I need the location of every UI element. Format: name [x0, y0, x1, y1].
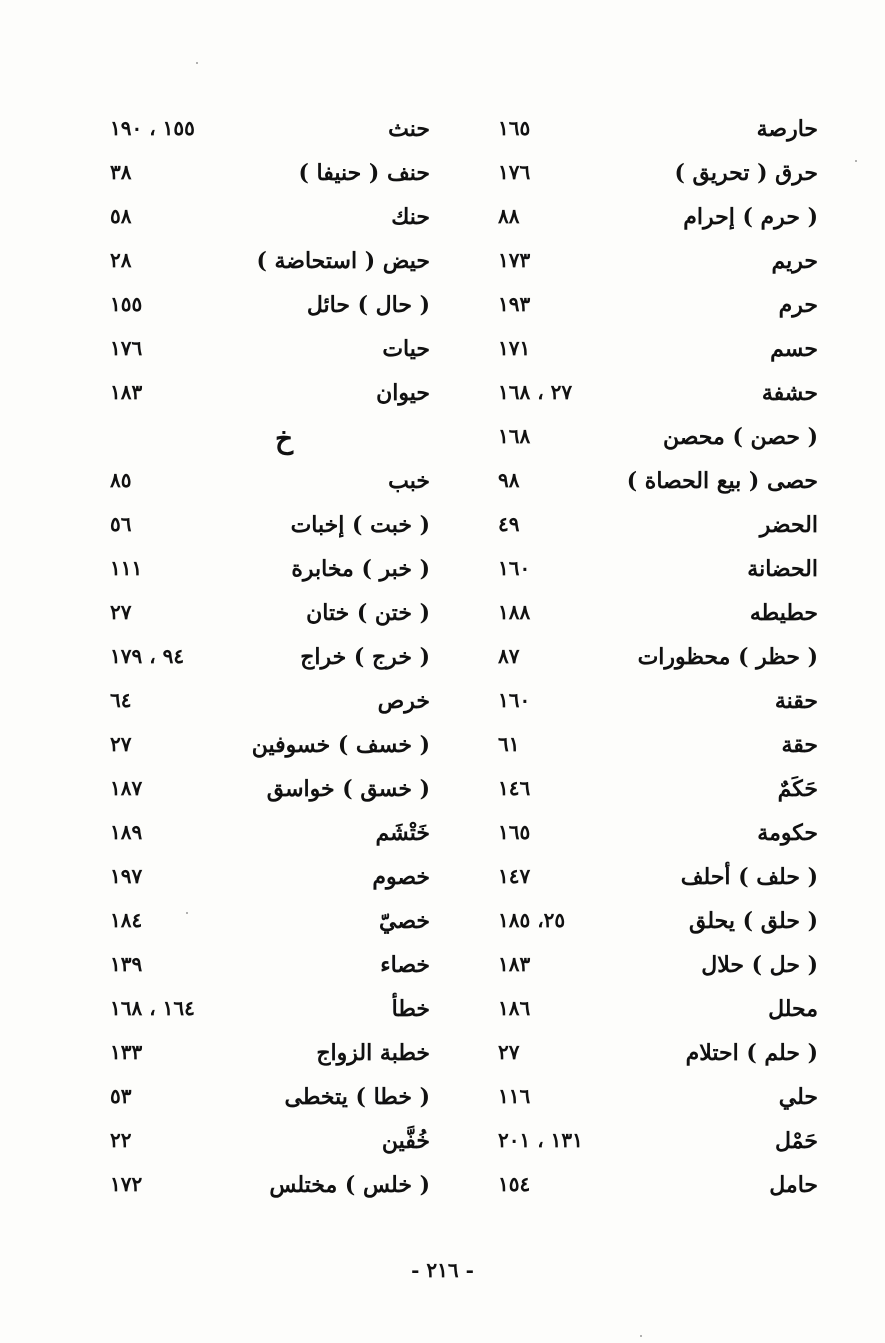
- index-page-refs: ٨٨: [498, 204, 520, 228]
- index-term: ( خسف ) خسوفين: [251, 732, 430, 758]
- index-page-refs: ١٤٧: [498, 864, 531, 888]
- index-term: ( خلس ) مختلس: [269, 1172, 430, 1198]
- index-page-refs: ٢٢: [110, 1128, 132, 1152]
- index-term: خُفَّين: [381, 1128, 430, 1154]
- paper-speck: [855, 160, 857, 162]
- index-entry: [498, 242, 818, 286]
- index-page-refs: ١٣١ ، ٢٠١: [498, 1128, 583, 1152]
- index-page-refs: ١٧٣: [498, 248, 531, 272]
- index-page-refs: ١٥٤: [498, 1172, 531, 1196]
- index-entry: [498, 506, 818, 550]
- index-term: حَكَمٌ: [777, 776, 818, 802]
- index-page-refs: ٥٨: [110, 204, 132, 228]
- index-page-refs: ١١١: [110, 556, 143, 580]
- index-entry: [110, 1078, 430, 1122]
- index-column-left: [110, 110, 430, 1210]
- index-term: حشفة: [761, 380, 818, 406]
- index-entry: [110, 462, 430, 506]
- index-term: حقنة: [774, 688, 818, 714]
- index-page-refs: ١٣٣: [110, 1040, 143, 1064]
- index-term: حرق ( تحريق ): [674, 160, 818, 186]
- index-entry: [498, 550, 818, 594]
- index-term: حكومة: [757, 820, 818, 846]
- index-term: حصى ( بيع الحصاة ): [626, 468, 818, 494]
- index-page-refs: ١٧٢: [110, 1172, 143, 1196]
- index-page-refs: ١٦٥: [498, 820, 531, 844]
- index-page-refs: ٢٧: [110, 732, 132, 756]
- index-page-refs: ١٦٨: [498, 424, 531, 448]
- index-entry: [498, 462, 818, 506]
- index-term: حيض ( استحاضة ): [256, 248, 430, 274]
- index-entry: [498, 110, 818, 154]
- index-entry: [110, 770, 430, 814]
- index-page-refs: ٨٥: [110, 468, 132, 492]
- index-entry: [498, 594, 818, 638]
- index-entry: [498, 198, 818, 242]
- index-page-refs: ٣٨: [110, 160, 132, 184]
- index-entry: [110, 902, 430, 946]
- index-term: حنك: [391, 204, 430, 230]
- index-term: حامل: [769, 1172, 818, 1198]
- index-page-refs: ١٦٤ ، ١٦٨: [110, 996, 195, 1020]
- index-page-refs: ٢٨: [110, 248, 132, 272]
- index-term: حارصة: [756, 116, 818, 142]
- paper-speck: [196, 62, 198, 64]
- index-entry: [110, 286, 430, 330]
- index-entry: [110, 1034, 430, 1078]
- index-entry: [498, 418, 818, 462]
- index-entry: [110, 1122, 430, 1166]
- index-term: ( حرم ) إحرام: [683, 204, 818, 230]
- index-entry: [498, 682, 818, 726]
- index-term: ( حصن ) محصن: [662, 424, 818, 450]
- index-term: ( خسق ) خواسق: [266, 776, 430, 802]
- index-entry: [110, 330, 430, 374]
- index-page-refs: ٢٥، ١٨٥: [498, 908, 566, 932]
- index-term: خطبة الزواج: [316, 1040, 430, 1066]
- index-page-refs: ٥٣: [110, 1084, 132, 1108]
- index-page-refs: ١٧٦: [498, 160, 531, 184]
- index-page-refs: ١٦٥: [498, 116, 531, 140]
- index-term: محلل: [768, 996, 818, 1022]
- index-term: ( حلق ) يحلق: [689, 908, 818, 934]
- index-term: ( ختن ) ختان: [306, 600, 430, 626]
- index-page-refs: ١٧٦: [110, 336, 143, 360]
- index-term: حيوان: [376, 380, 430, 406]
- index-term: حيات: [382, 336, 430, 362]
- index-page-refs: ١٧١: [498, 336, 531, 360]
- index-term: حرم: [778, 292, 818, 318]
- letter-heading-text: خ: [275, 422, 294, 455]
- index-term: حنث: [388, 116, 430, 142]
- index-entry: [110, 242, 430, 286]
- index-page-refs: ٢٧ ، ١٦٨: [498, 380, 573, 404]
- index-entry: [110, 198, 430, 242]
- index-page-refs: ١٨٩: [110, 820, 143, 844]
- index-term: ( خرج ) خراج: [300, 644, 430, 670]
- index-page-refs: ١٥٥: [110, 292, 143, 316]
- index-entry: [110, 110, 430, 154]
- index-entry: [110, 374, 430, 418]
- index-page-refs: ٢٧: [498, 1040, 520, 1064]
- index-entry: [110, 638, 430, 682]
- index-page-refs: ٨٧: [498, 644, 520, 668]
- index-page-refs: ١٥٥ ، ١٩٠: [110, 116, 195, 140]
- index-page-refs: ١٨٤: [110, 908, 143, 932]
- index-entry: [498, 1034, 818, 1078]
- index-entry: [110, 1166, 430, 1210]
- index-term: حلي: [778, 1084, 818, 1110]
- index-term: ( خبر ) مخابرة: [291, 556, 430, 582]
- index-page-refs: ١٨٨: [498, 600, 531, 624]
- index-term: ( حلف ) أحلف: [680, 864, 818, 890]
- index-entry: [498, 946, 818, 990]
- index-page-refs: ١٨٦: [498, 996, 531, 1020]
- index-term: خطأ: [391, 996, 430, 1022]
- index-entry: [498, 374, 818, 418]
- index-page-refs: ٩٨: [498, 468, 520, 492]
- index-page-refs: ١٨٣: [110, 380, 143, 404]
- index-entry: [110, 946, 430, 990]
- index-term: خرص: [377, 688, 430, 714]
- index-entry: [498, 1078, 818, 1122]
- index-entry: [498, 330, 818, 374]
- index-term: خصاء: [380, 952, 430, 978]
- index-entry: [498, 814, 818, 858]
- index-page-refs: ١٨٣: [498, 952, 531, 976]
- letter-heading: [110, 418, 430, 462]
- index-term: حنف ( حنيفا ): [298, 160, 430, 186]
- index-page-refs: ١٦٠: [498, 556, 531, 580]
- index-entry: [498, 638, 818, 682]
- index-entry: [110, 814, 430, 858]
- index-term: حريم: [771, 248, 818, 274]
- index-entry: [498, 990, 818, 1034]
- index-page-refs: ٢٧: [110, 600, 132, 624]
- index-term: الحضانة: [747, 556, 818, 582]
- index-entry: [110, 594, 430, 638]
- index-entry: [498, 726, 818, 770]
- index-page-refs: ٥٦: [110, 512, 132, 536]
- index-page-refs: ١٨٧: [110, 776, 143, 800]
- index-page-refs: ١٩٧: [110, 864, 143, 888]
- index-term: ( حل ) حلال: [701, 952, 818, 978]
- index-term: حَمْل: [775, 1128, 818, 1154]
- index-entry: [110, 550, 430, 594]
- index-page-refs: ١٤٦: [498, 776, 531, 800]
- index-entry: [110, 154, 430, 198]
- index-entry: [110, 858, 430, 902]
- index-entry: [498, 154, 818, 198]
- index-page-refs: ٦١: [498, 732, 520, 756]
- index-entry: [498, 902, 818, 946]
- index-term: حطيطه: [749, 600, 818, 626]
- index-term: ( حظر ) محظورات: [637, 644, 818, 670]
- index-term: ( خطا ) يتخطى: [284, 1084, 430, 1110]
- index-entry: [110, 506, 430, 550]
- index-term: خبب: [388, 468, 430, 494]
- index-page-refs: ١٩٣: [498, 292, 531, 316]
- index-entry: [110, 682, 430, 726]
- page-number: - ٢١٦ -: [411, 1258, 474, 1282]
- index-page-refs: ٩٤ ، ١٧٩: [110, 644, 185, 668]
- index-term: خصوم: [372, 864, 430, 890]
- index-term: ( حال ) حائل: [306, 292, 430, 318]
- index-page-refs: ١١٦: [498, 1084, 531, 1108]
- index-column-right: [498, 110, 818, 1210]
- index-term: حقة: [781, 732, 818, 758]
- index-term: الحضر: [759, 512, 818, 538]
- index-term: حسم: [770, 336, 818, 362]
- index-entry: [498, 770, 818, 814]
- index-term: خَتْشَم: [375, 820, 430, 846]
- index-page-refs: ١٣٩: [110, 952, 143, 976]
- index-page-refs: ٦٤: [110, 688, 132, 712]
- index-entry: [498, 1166, 818, 1210]
- index-entry: [110, 726, 430, 770]
- index-term: خصيّ: [378, 908, 430, 934]
- index-entry: [498, 286, 818, 330]
- index-entry: [498, 858, 818, 902]
- index-term: ( حلم ) احتلام: [685, 1040, 818, 1066]
- index-entry: [110, 990, 430, 1034]
- index-term: ( خبت ) إخبات: [290, 512, 430, 538]
- index-page-refs: ١٦٠: [498, 688, 531, 712]
- index-entry: [498, 1122, 818, 1166]
- index-page-refs: ٤٩: [498, 512, 520, 536]
- paper-speck: [640, 1335, 642, 1337]
